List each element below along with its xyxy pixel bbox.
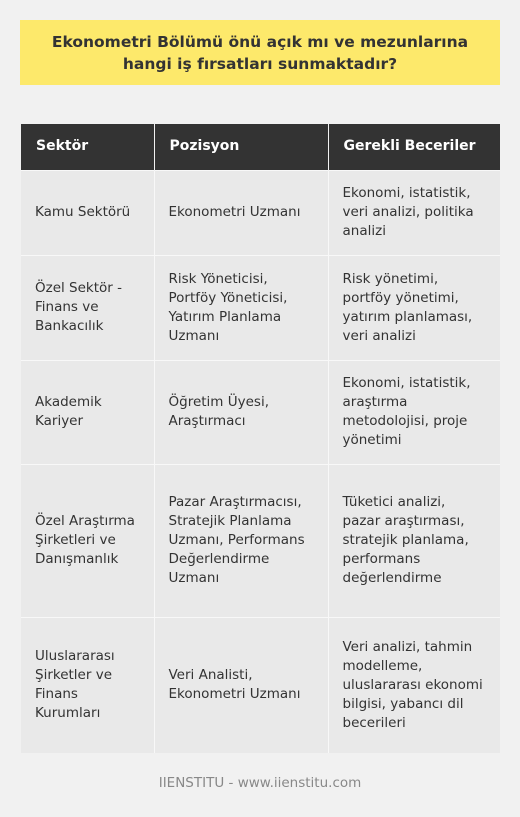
sector-cell: Özel Sektör - Finans ve Bankacılık (21, 255, 154, 360)
table-row (21, 170, 500, 255)
position-cell: Pazar Araştırmacısı, Stratejik Planlama Uzmanı, Performans Değerlendirme Uzmanı (154, 464, 328, 617)
sector-cell: Uluslararası Şirketler ve Finans Kurumları (21, 617, 154, 753)
header-position: Pozisyon (154, 124, 328, 170)
position-cell: Risk Yöneticisi, Portföy Yöneticisi, Yatırım Planlama Uzmanı (154, 255, 328, 360)
skills-cell: Risk yönetimi, portföy yönetimi, yatırım planlaması, veri analizi (328, 255, 500, 360)
table-row (21, 617, 500, 753)
table-row (21, 464, 500, 617)
skills-cell: Ekonomi, istatistik, araştırma metodolojisi, proje yönetimi (328, 360, 500, 464)
skills-cell: Veri analizi, tahmin modelleme, uluslararası ekonomi bilgisi, yabancı dil becerileri (328, 617, 500, 753)
sector-cell: Akademik Kariyer (21, 360, 154, 464)
footer-credit: IIENSTITU - www.iienstitu.com (158, 775, 362, 791)
skills-cell: Tüketici analizi, pazar araştırması, stratejik planlama, performans değerlendirme (328, 464, 500, 617)
position-cell: Ekonometri Uzmanı (154, 170, 328, 255)
page-title: Ekonometri Bölümü önü açık mı ve mezunlarına hangi iş fırsatları sunmaktadır? (20, 20, 500, 85)
table-row (21, 255, 500, 360)
table-header-row (21, 124, 500, 170)
sector-cell: Özel Araştırma Şirketleri ve Danışmanlık (21, 464, 154, 617)
header-sector: Sektör (21, 124, 154, 170)
career-table (21, 124, 500, 753)
sector-cell: Kamu Sektörü (21, 170, 154, 255)
table-row (21, 360, 500, 464)
position-cell: Öğretim Üyesi, Araştırmacı (154, 360, 328, 464)
position-cell: Veri Analisti, Ekonometri Uzmanı (154, 617, 328, 753)
skills-cell: Ekonomi, istatistik, veri analizi, politika analizi (328, 170, 500, 255)
header-skills: Gerekli Beceriler (328, 124, 500, 170)
